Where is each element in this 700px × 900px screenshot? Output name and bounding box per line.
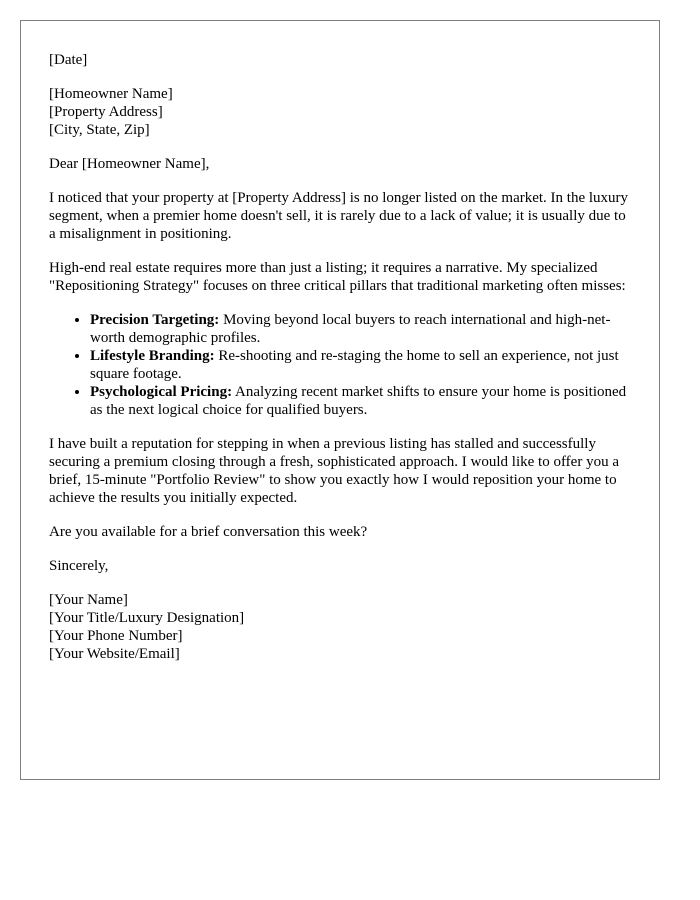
strategy-paragraph: High-end real estate requires more than just a listing; it requires a narrative. My specialized "Repositioning Strategy" focuses on three critical pillars that traditional marketing often misses: xyxy=(49,260,626,294)
pillar-text: Re-shooting and re-staging the home to sell an experience, not just square footage. xyxy=(90,348,619,382)
list-item xyxy=(90,347,631,383)
recipient-name: [Homeowner Name] xyxy=(49,86,173,102)
closing-line: Sincerely, xyxy=(49,558,109,574)
pillar-title: Lifestyle Branding: xyxy=(90,348,215,364)
signature-name: [Your Name] xyxy=(49,592,128,608)
letter-frame xyxy=(20,20,660,780)
list-item xyxy=(90,383,631,419)
list-item xyxy=(90,311,631,347)
reputation-paragraph: I have built a reputation for stepping in when a previous listing has stalled and successfully securing a premium closing through a fresh, sophisticated approach. I would like to offer you a brief, 15-minute "Portfolio Review" to show you exactly how I would reposition your home to achieve the results you initially expected. xyxy=(49,436,619,506)
signature-block xyxy=(49,591,631,663)
pillar-title: Precision Targeting: xyxy=(90,312,220,328)
recipient-city-state-zip: [City, State, Zip] xyxy=(49,122,150,138)
pillars-list xyxy=(49,311,631,419)
intro-paragraph: I noticed that your property at [Property Address] is no longer listed on the market. In the luxury segment, when a premier home doesn't sell, it is rarely due to a lack of value; it is usually due to a misalignment in positioning. xyxy=(49,190,629,242)
signature-website: [Your Website/Email] xyxy=(49,646,180,662)
recipient-address-block xyxy=(49,85,631,139)
recipient-address: [Property Address] xyxy=(49,104,163,120)
pillar-text: Analyzing recent market shifts to ensure your home is positioned as the next logical choice for qualified buyers. xyxy=(90,384,627,418)
pillar-text: Moving beyond local buyers to reach international and high-net-worth demographic profiles. xyxy=(90,312,611,346)
letter-date: [Date] xyxy=(49,52,88,68)
date-line xyxy=(49,51,631,69)
question-paragraph: Are you available for a brief conversation this week? xyxy=(49,524,368,540)
salutation: Dear [Homeowner Name], xyxy=(49,156,210,172)
signature-title: [Your Title/Luxury Designation] xyxy=(49,610,245,626)
pillar-title: Psychological Pricing: xyxy=(90,384,233,400)
signature-phone: [Your Phone Number] xyxy=(49,628,183,644)
